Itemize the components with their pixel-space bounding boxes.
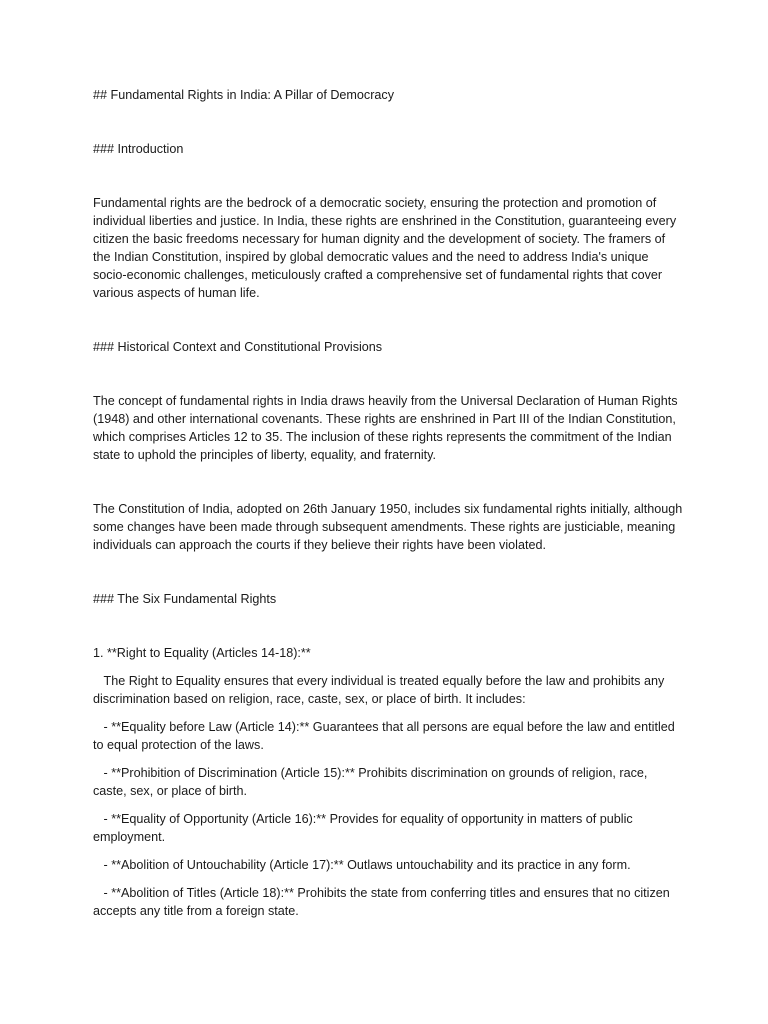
list-item: - **Abolition of Untouchability (Article 17):** Outlaws untouchability and its practice in any form. [93,858,631,872]
list-item: - **Equality before Law (Article 14):** Guarantees that all persons are equal before the law and entitled to equal protection of the laws. [93,720,679,752]
list-item: - **Prohibition of Discrimination (Article 15):** Prohibits discrimination on grounds of religion, race, caste, sex, or place of birth. [93,766,651,798]
right-to-equality-title: 1. **Right to Equality (Articles 14-18):** [93,646,311,660]
history-paragraph-1: The concept of fundamental rights in India draws heavily from the Universal Declaration of Human Rights (1948) and other international covenants. These rights are enshrined in Part III of the Indian Constitution, which comprises Articles 12 to 35. The inclusion of these rights represents the commitment of the Indian state to uphold the principles of liberty, equality, and fraternity. [93,394,681,462]
document-page [93,86,686,930]
document-title: ## Fundamental Rights in India: A Pillar of Democracy [93,88,395,102]
list-item: - **Equality of Opportunity (Article 16):** Provides for equality of opportunity in matters of public employment. [93,812,637,844]
list-item: - **Abolition of Titles (Article 18):** Prohibits the state from conferring titles and ensures that no citizen accepts any title from a foreign state. [93,886,674,918]
introduction-heading: ### Introduction [93,142,184,156]
history-heading: ### Historical Context and Constitutional Provisions [93,340,383,354]
history-paragraph-2: The Constitution of India, adopted on 26th January 1950, includes six fundamental rights initially, although some changes have been made through subsequent amendments. These rights are justiciable, meaning individuals can approach the courts if they believe their rights have been violated. [93,502,686,552]
introduction-paragraph: Fundamental rights are the bedrock of a democratic society, ensuring the protection and promotion of individual liberties and justice. In India, these rights are enshrined in the Constitution, guaranteeing every citizen the basic freedoms necessary for human dignity and the development of society. The framers of the Indian Constitution, inspired by global democratic values and the need to address India's unique socio-economic challenges, meticulously crafted a comprehensive set of fundamental rights that cover various aspects of human life. [93,196,680,300]
six-rights-heading: ### The Six Fundamental Rights [93,592,277,606]
right-to-equality-intro: The Right to Equality ensures that every individual is treated equally before the law and prohibits any discrimination based on religion, race, caste, sex, or place of birth. It includes: [93,674,668,706]
